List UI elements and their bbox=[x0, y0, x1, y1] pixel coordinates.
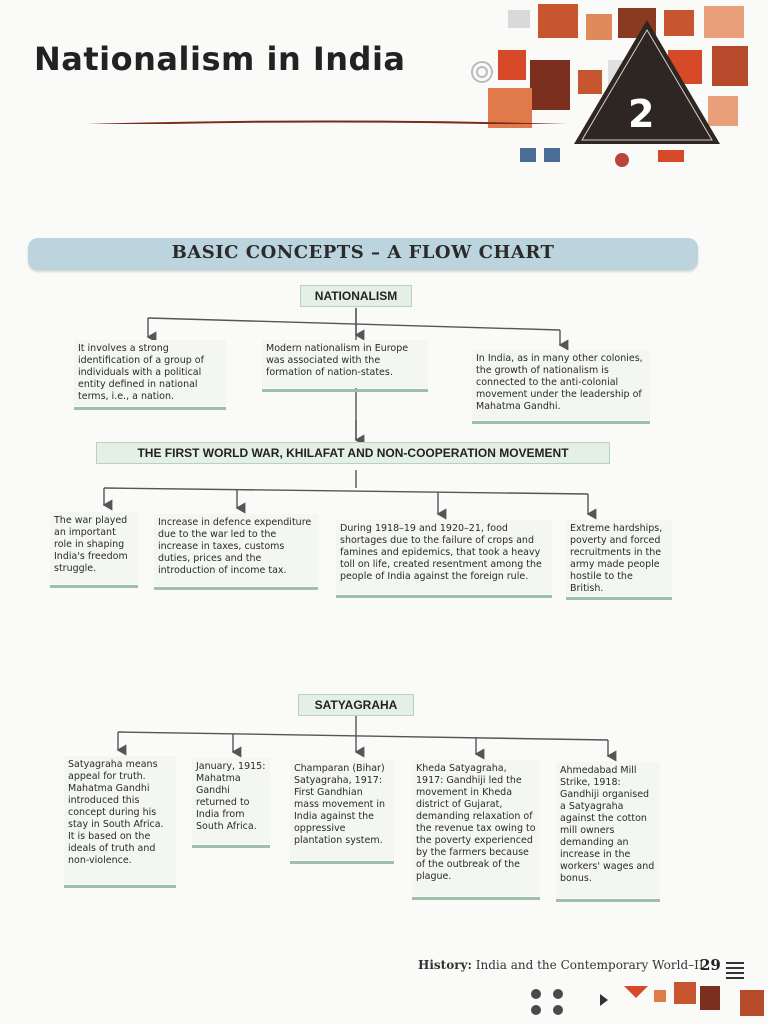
satyagraha-box-5: Ahmedabad Mill Strike, 1918: Gandhiji organised a Satyagraha against the cotton mill owners demanding an increase in the workers' wages and bonus. bbox=[556, 762, 660, 898]
satyagraha-box-2: January, 1915: Mahatma Gandhi returned to India from South Africa. bbox=[192, 758, 270, 844]
page-number: 29 bbox=[700, 956, 721, 974]
nationalism-box-3: In India, as in many other colonies, the growth of nationalism is connected to the anti-colonial movement under the leadership of Mahatma Gandhi. bbox=[472, 350, 650, 420]
book-prefix: History: bbox=[418, 958, 472, 972]
satyagraha-box-3: Champaran (Bihar) Satyagraha, 1917: First Gandhian mass movement in India against the oppressive plantation system. bbox=[290, 760, 394, 860]
satyagraha-box-1: Satyagraha means appeal for truth. Mahatma Gandhi introduced this concept during his stay in South Africa. It is based on the ideals of truth and non-violence. bbox=[64, 756, 176, 884]
chapter-title: Nationalism in India bbox=[34, 40, 406, 78]
satyagraha-box-4: Kheda Satyagraha, 1917: Gandhiji led the movement in Kheda district of Gujarat, demanding relaxation of the revenue tax owing to the poverty experienced by the farmers because of the outbreak of the plague. bbox=[412, 760, 540, 896]
war-node: THE FIRST WORLD WAR, KHILAFAT AND NON-COOPERATION MOVEMENT bbox=[96, 442, 610, 464]
war-box-3: During 1918–19 and 1920–21, food shortages due to the failure of crops and famines and epidemics, that took a heavy toll on life, created resentment among the people of India against the foreign rule. bbox=[336, 520, 552, 594]
nationalism-box-1: It involves a strong identification of a group of individuals with a political entity defined in national terms, i.e., a nation. bbox=[74, 340, 226, 406]
war-box-1: The war played an important role in shaping India's freedom struggle. bbox=[50, 512, 138, 584]
nationalism-node: NATIONALISM bbox=[300, 285, 412, 307]
war-box-2: Increase in defence expenditure due to the war led to the increase in taxes, customs duties, prices and the introduction of income tax. bbox=[154, 514, 318, 586]
chapter-number: 2 bbox=[628, 92, 655, 136]
book-title: India and the Contemporary World–II bbox=[475, 958, 704, 972]
war-box-4: Extreme hardships, poverty and forced recruitments in the army made people hostile to the British. bbox=[566, 520, 672, 596]
satyagraha-node: SATYAGRAHA bbox=[298, 694, 414, 716]
nationalism-box-2: Modern nationalism in Europe was associated with the formation of nation-states. bbox=[262, 340, 428, 388]
footer-decoration bbox=[508, 950, 768, 1020]
flow-chart-title: BASIC CONCEPTS – A FLOW CHART bbox=[171, 242, 555, 263]
